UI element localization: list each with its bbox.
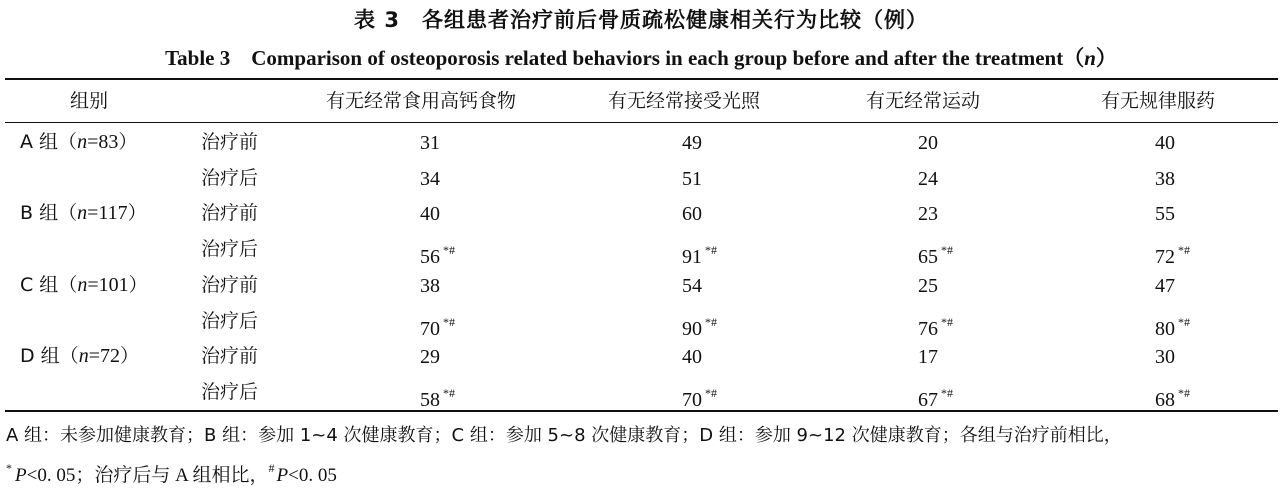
significance-mark: *# (705, 243, 717, 257)
group-n-symbol: n (78, 345, 89, 367)
cell-value: 20 (918, 132, 938, 154)
cell-value: 67 (918, 389, 938, 411)
table-cell (918, 274, 938, 298)
significance-mark: *# (1178, 243, 1190, 257)
header-exercise: 有无经常运动 (866, 90, 981, 112)
table-cell (420, 202, 440, 226)
significance-mark: *# (705, 315, 717, 329)
table-cell (1155, 202, 1175, 226)
treatment-phase: 治疗前 (201, 345, 259, 367)
cell-value: 17 (918, 346, 938, 368)
table-title-chinese: 表 3 各组患者治疗前后骨质疏松健康相关行为比较（例） (354, 8, 928, 32)
table-cell (682, 345, 702, 369)
table-cell (918, 310, 953, 341)
cell-value: 72 (1155, 246, 1175, 268)
table-cell (420, 274, 440, 298)
header-group: 组别 (70, 90, 109, 112)
cell-value: 31 (420, 132, 440, 154)
group-paren-close: ） (118, 131, 138, 153)
significance-mark: *# (443, 386, 455, 400)
group-paren-open: （ (58, 131, 78, 153)
group-name: D 组 (20, 345, 60, 367)
cell-value: 51 (682, 168, 702, 190)
title-en-n: n (1084, 46, 1096, 70)
title-en-text: Table 3 Comparison of osteoporosis related behaviors in each group before and after the treatment（ (165, 46, 1085, 70)
significance-mark: *# (941, 243, 953, 257)
group-name: A 组 (20, 131, 59, 153)
treatment-phase: 治疗后 (201, 167, 259, 189)
significance-mark: *# (941, 386, 953, 400)
table-header-rule (5, 122, 1278, 123)
group-n-symbol: n (77, 202, 88, 224)
table-cell (918, 345, 938, 369)
table-title-english (0, 42, 1282, 72)
table-cell (1155, 274, 1175, 298)
footnote-mark-asterisk: * (6, 461, 12, 475)
treatment-phase: 治疗后 (201, 238, 259, 260)
treatment-phase: 治疗后 (201, 381, 259, 403)
cell-value: 68 (1155, 389, 1175, 411)
cell-value: 34 (420, 168, 440, 190)
table-cell (420, 345, 440, 369)
table-cell (682, 381, 717, 412)
cell-value: 40 (1155, 132, 1175, 154)
footnote-p1: P (15, 465, 27, 486)
table-cell (1155, 345, 1175, 369)
treatment-phase: 治疗后 (201, 310, 259, 332)
table-cell (682, 202, 702, 226)
table-cell (1155, 238, 1190, 269)
cell-value: 76 (918, 318, 938, 340)
cell-value: 30 (1155, 346, 1175, 368)
group-label (20, 344, 139, 368)
cell-value: 25 (918, 275, 938, 297)
group-paren-open: （ (58, 274, 78, 296)
group-n-symbol: n (77, 131, 88, 153)
group-paren-open: （ (59, 345, 79, 367)
cell-value: 91 (682, 246, 702, 268)
treatment-phase: 治疗前 (201, 274, 259, 296)
group-paren-close: ） (128, 274, 148, 296)
group-label (20, 130, 137, 154)
cell-value: 40 (682, 346, 702, 368)
table-cell (682, 167, 702, 191)
cell-value: 29 (420, 346, 440, 368)
table-cell (682, 274, 702, 298)
table-cell (1155, 381, 1190, 412)
table-cell (1155, 167, 1175, 191)
table-cell (420, 310, 455, 341)
table-cell (918, 381, 953, 412)
table-cell (420, 238, 455, 269)
table-bottom-rule (5, 410, 1278, 412)
group-n-value: =101 (87, 274, 129, 296)
table-cell (420, 381, 455, 412)
cell-value: 38 (1155, 168, 1175, 190)
treatment-phase: 治疗前 (201, 202, 259, 224)
header-medication: 有无规律服药 (1101, 90, 1216, 112)
table-cell (682, 310, 717, 341)
footnote-p2: P (276, 465, 289, 486)
header-high-calcium-food: 有无经常食用高钙食物 (326, 90, 517, 112)
group-paren-close: ） (127, 202, 147, 224)
cell-value: 24 (918, 168, 938, 190)
significance-mark: *# (941, 315, 953, 329)
table-cell (1155, 310, 1190, 341)
cell-value: 56 (420, 246, 440, 268)
header-sunlight: 有无经常接受光照 (608, 90, 761, 112)
table-cell (918, 238, 953, 269)
table-cell (918, 202, 938, 226)
cell-value: 70 (682, 389, 702, 411)
table-cell (918, 167, 938, 191)
significance-mark: *# (443, 315, 455, 329)
footnote-line-1: A 组：未参加健康教育；B 组：参加 1~4 次健康教育；C 组：参加 5~8 次健康教育；D 组：参加 9~12 次健康教育；各组与治疗前相比， (6, 425, 1122, 446)
table-cell (682, 238, 717, 269)
table-cell (682, 131, 702, 155)
table-cell (918, 131, 938, 155)
table-cell (420, 131, 440, 155)
cell-value: 65 (918, 246, 938, 268)
footnote-text-2: <0. 05 (288, 465, 337, 486)
significance-mark: *# (705, 386, 717, 400)
group-label (20, 273, 148, 297)
group-n-symbol: n (77, 274, 88, 296)
cell-value: 58 (420, 389, 440, 411)
group-n-value: =72 (88, 345, 120, 367)
cell-value: 40 (420, 203, 440, 225)
table-top-rule (5, 78, 1278, 80)
cell-value: 70 (420, 318, 440, 340)
group-name: B 组 (20, 202, 59, 224)
significance-mark: *# (1178, 386, 1190, 400)
group-name: C 组 (20, 274, 59, 296)
cell-value: 47 (1155, 275, 1175, 297)
footnote-mark-hash: # (268, 461, 275, 475)
cell-value: 23 (918, 203, 938, 225)
significance-mark: *# (1178, 315, 1190, 329)
cell-value: 60 (682, 203, 702, 225)
group-n-value: =117 (87, 202, 128, 224)
group-n-value: =83 (87, 131, 119, 153)
group-label (20, 201, 147, 225)
treatment-phase: 治疗前 (201, 131, 259, 153)
title-en-close: ） (1095, 46, 1117, 70)
cell-value: 80 (1155, 318, 1175, 340)
table-cell (420, 167, 440, 191)
cell-value: 55 (1155, 203, 1175, 225)
group-paren-close: ） (119, 345, 139, 367)
cell-value: 54 (682, 275, 702, 297)
footnote-line-2 (6, 456, 337, 488)
cell-value: 38 (420, 275, 440, 297)
group-paren-open: （ (58, 202, 78, 224)
table-cell (1155, 131, 1175, 155)
cell-value: 49 (682, 132, 702, 154)
footnote-text-1: <0. 05；治疗后与 A 组相比， (26, 465, 269, 486)
significance-mark: *# (443, 243, 455, 257)
cell-value: 90 (682, 318, 702, 340)
